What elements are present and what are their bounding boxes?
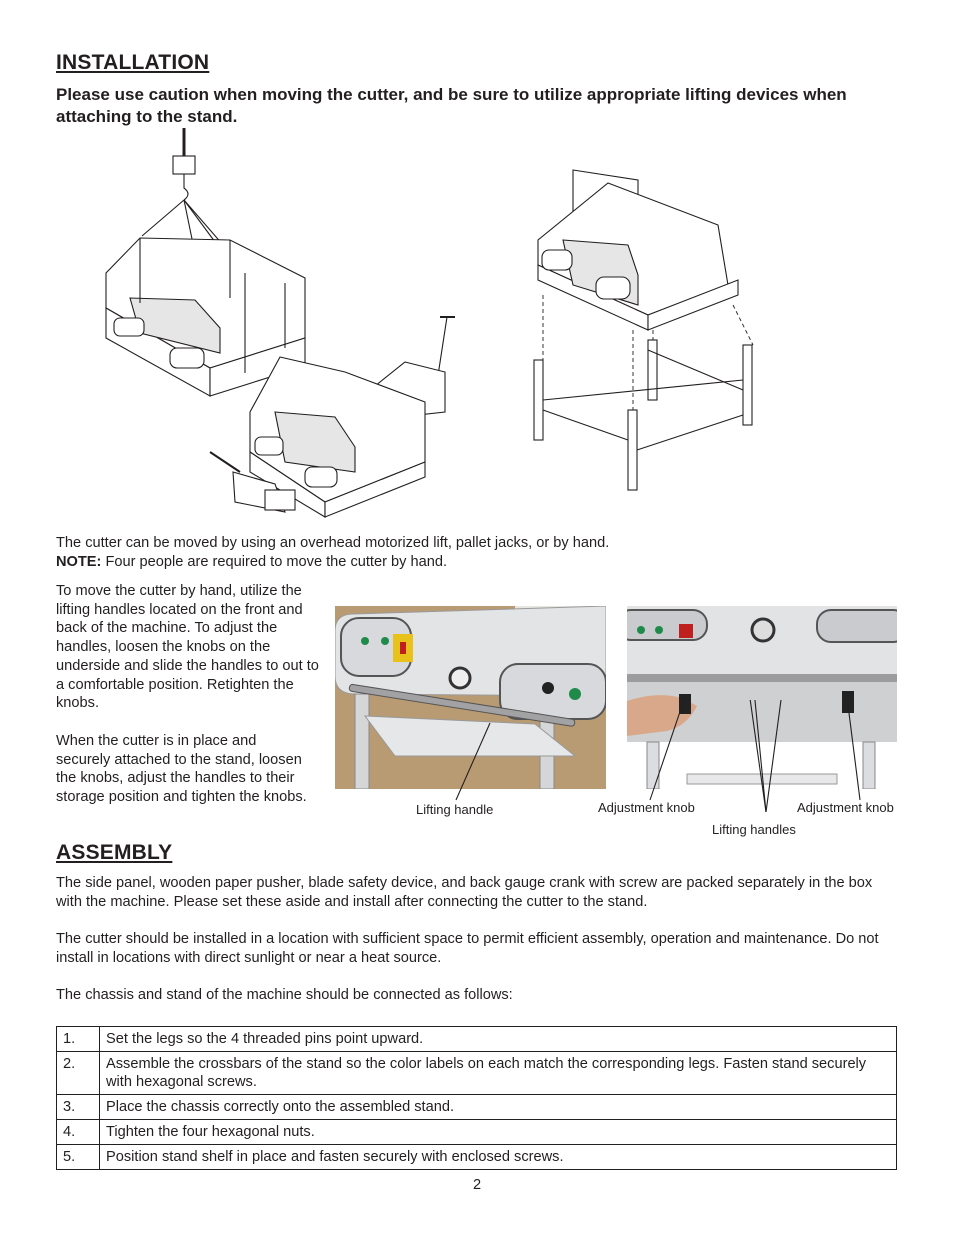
move-methods-text: The cutter can be moved by using an overhead motorized lift, pallet jacks, or by hand. <box>56 535 610 551</box>
by-hand-text: To move the cutter by hand, utilize the lifting handles located on the front and back of the machine. To adjust the handles, loosen the knobs on the underside and slide the handles to out to a comfortable position. Retighten the knobs. <box>56 583 319 712</box>
stand-assembly-illustration <box>528 165 758 495</box>
step-text: Set the legs so the 4 threaded pins point upward. <box>100 1027 897 1052</box>
caution-text: Please use caution when moving the cutter, and be sure to utilize appropriate lifting devices when attaching to the stand. <box>56 85 847 126</box>
assembly-heading: ASSEMBLY <box>56 841 173 864</box>
step-text: Assemble the crossbars of the stand so the color labels on each match the corresponding legs. Fasten stand securely with hexagonal screws. <box>100 1052 897 1095</box>
assembly-para-3: The chassis and stand of the machine should be connected as follows: <box>56 987 513 1003</box>
step-text: Place the chassis correctly onto the assembled stand. <box>100 1095 897 1120</box>
assembly-para-2: The cutter should be installed in a location with sufficient space to permit efficient assembly, operation and maintenance. Do not install in locations with direct sunlight or near a heat source. <box>56 931 879 966</box>
table-row <box>57 1027 897 1052</box>
attached-text: When the cutter is in place and securely attached to the stand, loosen the knobs, adjust the handles to their storage position and tighten the knobs. <box>56 733 307 806</box>
assembly-steps-table <box>56 1026 897 1170</box>
step-number: 5. <box>57 1145 100 1170</box>
table-row <box>57 1120 897 1145</box>
note-line <box>56 553 916 572</box>
table-row <box>57 1145 897 1170</box>
assembly-para-1: The side panel, wooden paper pusher, blade safety device, and back gauge crank with screw are packed separately in the box with the machine. Please set these aside and install after connecting the cutter to the stand. <box>56 875 873 910</box>
lifting-handle-caption: Lifting handle <box>416 802 494 817</box>
step-number: 2. <box>57 1052 100 1095</box>
adjustment-knob-caption-left: Adjustment knob <box>598 800 695 815</box>
table-row <box>57 1095 897 1120</box>
step-text: Tighten the four hexagonal nuts. <box>100 1120 897 1145</box>
pallet-jack-illustration <box>205 312 465 522</box>
table-row <box>57 1052 897 1095</box>
note-label: NOTE: <box>56 554 102 570</box>
adjustment-knob-caption-right: Adjustment knob <box>797 800 894 815</box>
step-number: 1. <box>57 1027 100 1052</box>
installation-heading: INSTALLATION <box>56 51 210 74</box>
step-text: Position stand shelf in place and fasten securely with enclosed screws. <box>100 1145 897 1170</box>
step-number: 3. <box>57 1095 100 1120</box>
step-number: 4. <box>57 1120 100 1145</box>
note-text: Four people are required to move the cutter by hand. <box>101 554 447 570</box>
lifting-handles-caption: Lifting handles <box>712 822 796 837</box>
page-number: 2 <box>472 1177 482 1193</box>
